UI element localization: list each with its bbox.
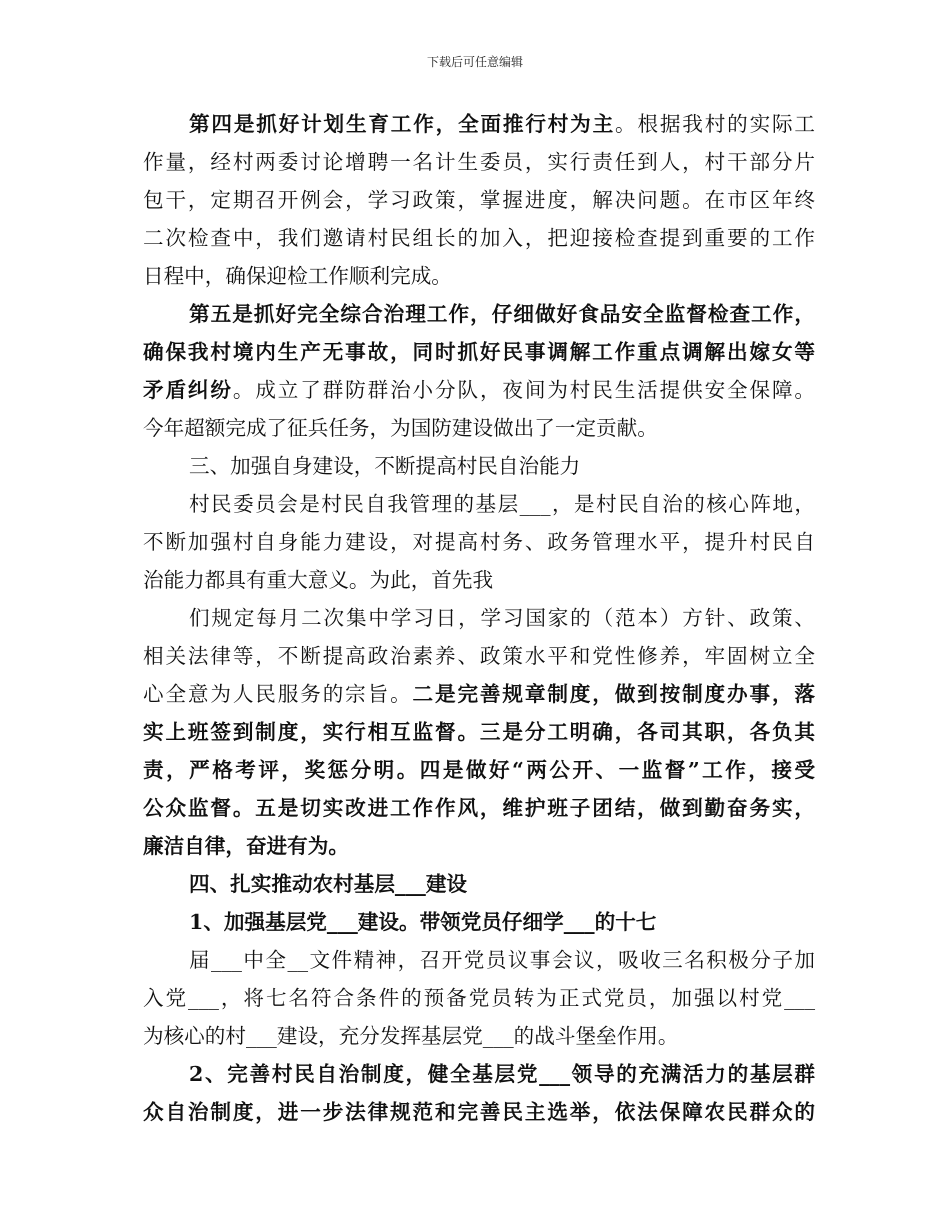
text-line [143, 295, 815, 333]
bold-text-segment: 二是完善规章制度，做到按制度办事，落 [412, 682, 815, 706]
text-line [143, 143, 815, 181]
bold-text-segment: 第四是抓好计划生育工作，全面推行村为主 [189, 112, 616, 136]
text-line [143, 485, 815, 523]
text-line [143, 941, 815, 979]
bold-text-segment: 廉洁自律，奋进有为。 [143, 834, 349, 858]
text-line [143, 181, 815, 219]
text-segment: 村民委员会是村民自我管理的基层___，是村民自治的核心阵地， [189, 492, 815, 516]
text-segment: 不断加强村自身能力建设，对提高村务、政务管理水平，提升村民自 [143, 530, 815, 554]
text-segment: 届___中全__文件精神，召开党员议事会议，吸收三名积极分子加 [189, 948, 815, 972]
text-segment: 二次检查中，我们邀请村民组长的加入，把迎接检查提到重要的工作 [143, 226, 815, 250]
text-line [143, 105, 815, 143]
text-line [143, 257, 815, 295]
text-line [143, 789, 815, 827]
text-segment: 。根据我村的实际工 [615, 112, 816, 136]
text-segment: 包干，定期召开例会，学习政策，掌握进度，解决问题。在市区年终 [143, 188, 815, 212]
text-segment: 治能力都具有重大意义。为此，首先我 [143, 568, 494, 592]
text-line [143, 1093, 815, 1131]
text-line [143, 827, 815, 865]
text-line [143, 713, 815, 751]
text-line [143, 371, 815, 409]
text-line [143, 675, 815, 713]
bold-text-segment: 众自治制度，进一步法律规范和完善民主选举，依法保障农民群众的 [143, 1100, 815, 1124]
text-segment: 作量，经村两委讨论增聘一名计生委员，实行责任到人，村干部分片 [143, 150, 815, 174]
text-line [143, 1055, 815, 1093]
document-body [143, 105, 815, 1131]
bold-text-segment: 公众监督。五是切实改进工作作风，维护班子团结，做到勤奋务实， [143, 796, 815, 820]
bold-text-segment: 2、完善村民自治制度，健全基层党___领导的充满活力的基层群 [189, 1062, 815, 1086]
text-segment: 心全意为人民服务的宗旨。 [143, 682, 413, 706]
text-segment: 为核心的村___建设，充分发挥基层党___的战斗堡垒作用。 [143, 1024, 679, 1048]
text-line [143, 979, 815, 1017]
text-segment: 入党___，将七名符合条件的预备党员转为正式党员，加强以村党___ [143, 986, 815, 1010]
text-line [143, 1017, 815, 1055]
text-line [143, 523, 815, 561]
text-segment: 相关法律等，不断提高政治素养、政策水平和党性修养，牢固树立全 [143, 644, 815, 668]
bold-text-segment: 责，严格考评，奖惩分明。四是做好“两公开、一监督”工作，接受 [143, 758, 815, 782]
text-segment: 们规定每月二次集中学习日，学习国家的（范本）方针、政策、 [189, 606, 815, 630]
bold-text-segment: 1、加强基层党___建设。带领党员仔细学___的十七 [189, 910, 657, 934]
text-line [143, 599, 815, 637]
text-line [143, 903, 815, 941]
bold-text-segment: 实上班签到制度，实行相互监督。三是分工明确，各司其职，各负其 [143, 720, 815, 744]
bold-text-segment: 第五是抓好完全综合治理工作，仔细做好食品安全监督检查工作， [189, 302, 815, 326]
text-line [143, 333, 815, 371]
bold-text-segment: 矛盾纠纷 [143, 378, 233, 402]
text-line [143, 751, 815, 789]
text-line [143, 637, 815, 675]
text-segment: 。成立了群防群治小分队，夜间为村民生活提供安全保障。 [232, 378, 816, 402]
page-header: 下载后可任意编辑 [426, 55, 523, 69]
text-line [143, 447, 815, 485]
text-line [143, 561, 815, 599]
text-segment: 今年超额完成了征兵任务，为国防建设做出了一定贡献。 [143, 416, 658, 440]
bold-text-segment: 确保我村境内生产无事故，同时抓好民事调解工作重点调解出嫁女等 [143, 340, 815, 364]
text-line [143, 219, 815, 257]
text-segment: 三、加强自身建设，不断提高村民自治能力 [189, 454, 581, 478]
text-line [143, 865, 815, 903]
bold-text-segment: 四、扎实推动农村基层___建设 [189, 872, 468, 896]
text-segment: 日程中，确保迎检工作顺利完成。 [143, 264, 452, 288]
text-line [143, 409, 815, 447]
